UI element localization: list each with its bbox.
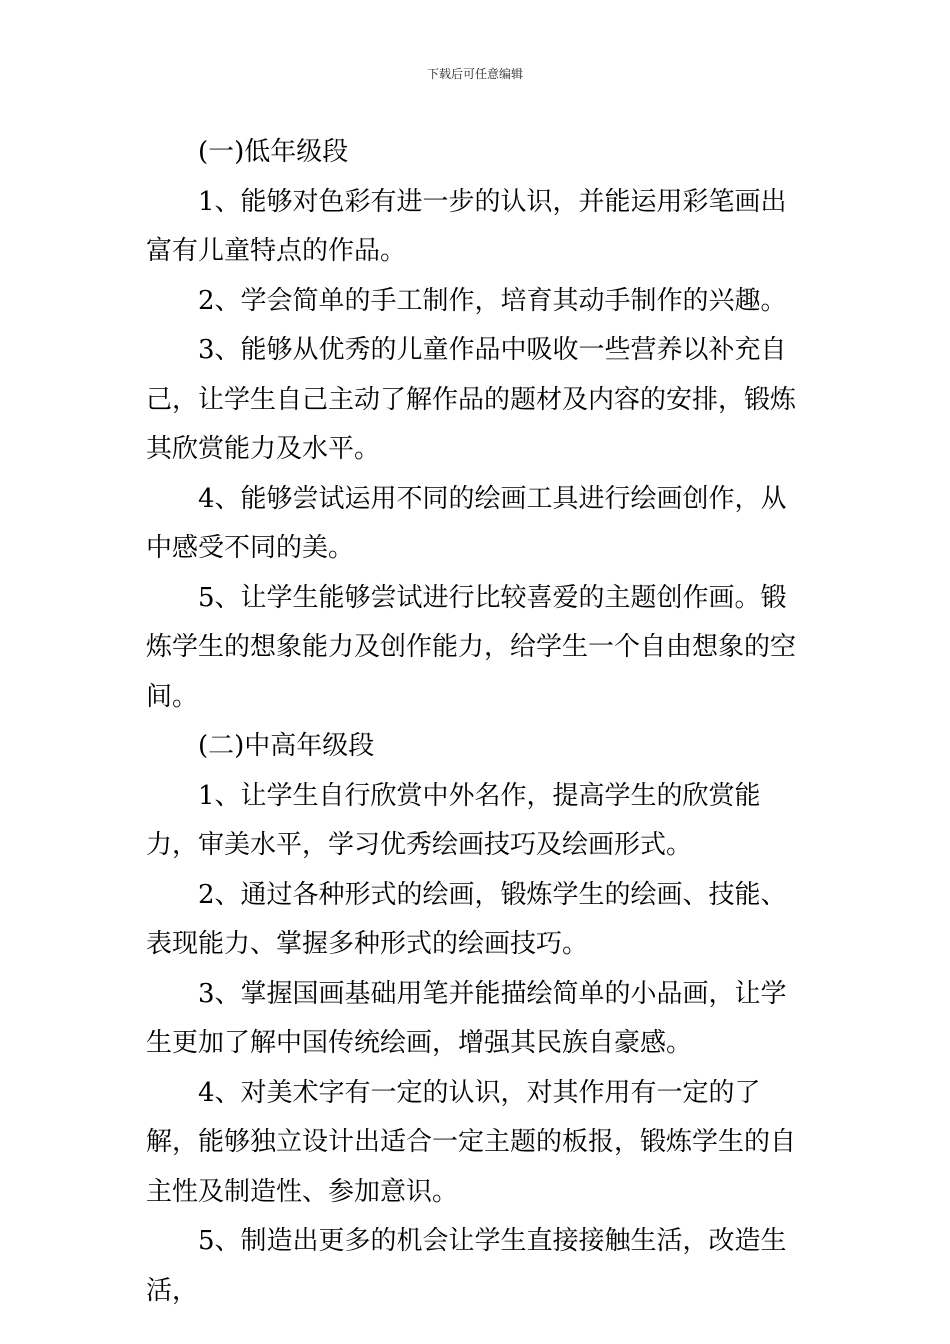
paragraph-upper-1: 1、让学生自行欣赏中外名作，提高学生的欣赏能力，审美水平，学习优秀绘画技巧及绘画形式。	[146, 780, 761, 860]
paragraph-lower-2: 2、学会简单的手工制作，培育其动手制作的兴趣。	[198, 285, 787, 316]
paragraph-lower-5: 5、让学生能够尝试进行比较喜爱的主题创作画。锻炼学生的想象能力及创作能力，给学生一个自由想象的空间。	[146, 582, 797, 712]
paragraph-upper-3: 3、掌握国画基础用笔并能描绘简单的小品画，让学生更加了解中国传统绘画，增强其民族自豪感。	[146, 978, 787, 1058]
paragraph-upper-2: 2、通过各种形式的绘画，锻炼学生的绘画、技能、表现能力、掌握多种形式的绘画技巧。	[146, 879, 787, 959]
section-heading-upper-grades: (二)中高年级段	[198, 731, 375, 761]
paragraph-lower-4: 4、能够尝试运用不同的绘画工具进行绘画创作，从中感受不同的美。	[146, 483, 787, 563]
paragraph-lower-1: 1、能够对色彩有进一步的认识，并能运用彩笔画出富有儿童特点的作品。	[146, 186, 787, 266]
document-body	[146, 128, 810, 1316]
paragraph-lower-3: 3、能够从优秀的儿童作品中吸收一些营养以补充自己，让学生自己主动了解作品的题材及内容的安排，锻炼其欣赏能力及水平。	[146, 335, 797, 464]
section-heading-lower-grades: (一)低年级段	[198, 137, 349, 167]
page-header-note: 下载后可任意编辑	[426, 67, 523, 81]
paragraph-upper-5: 5、制造出更多的机会让学生直接接触生活，改造生活，	[146, 1226, 787, 1306]
paragraph-upper-4: 4、对美术字有一定的认识，对其作用有一定的了解，能够独立设计出适合一定主题的板报，锻炼学生的自主性及制造性、参加意识。	[146, 1077, 797, 1207]
